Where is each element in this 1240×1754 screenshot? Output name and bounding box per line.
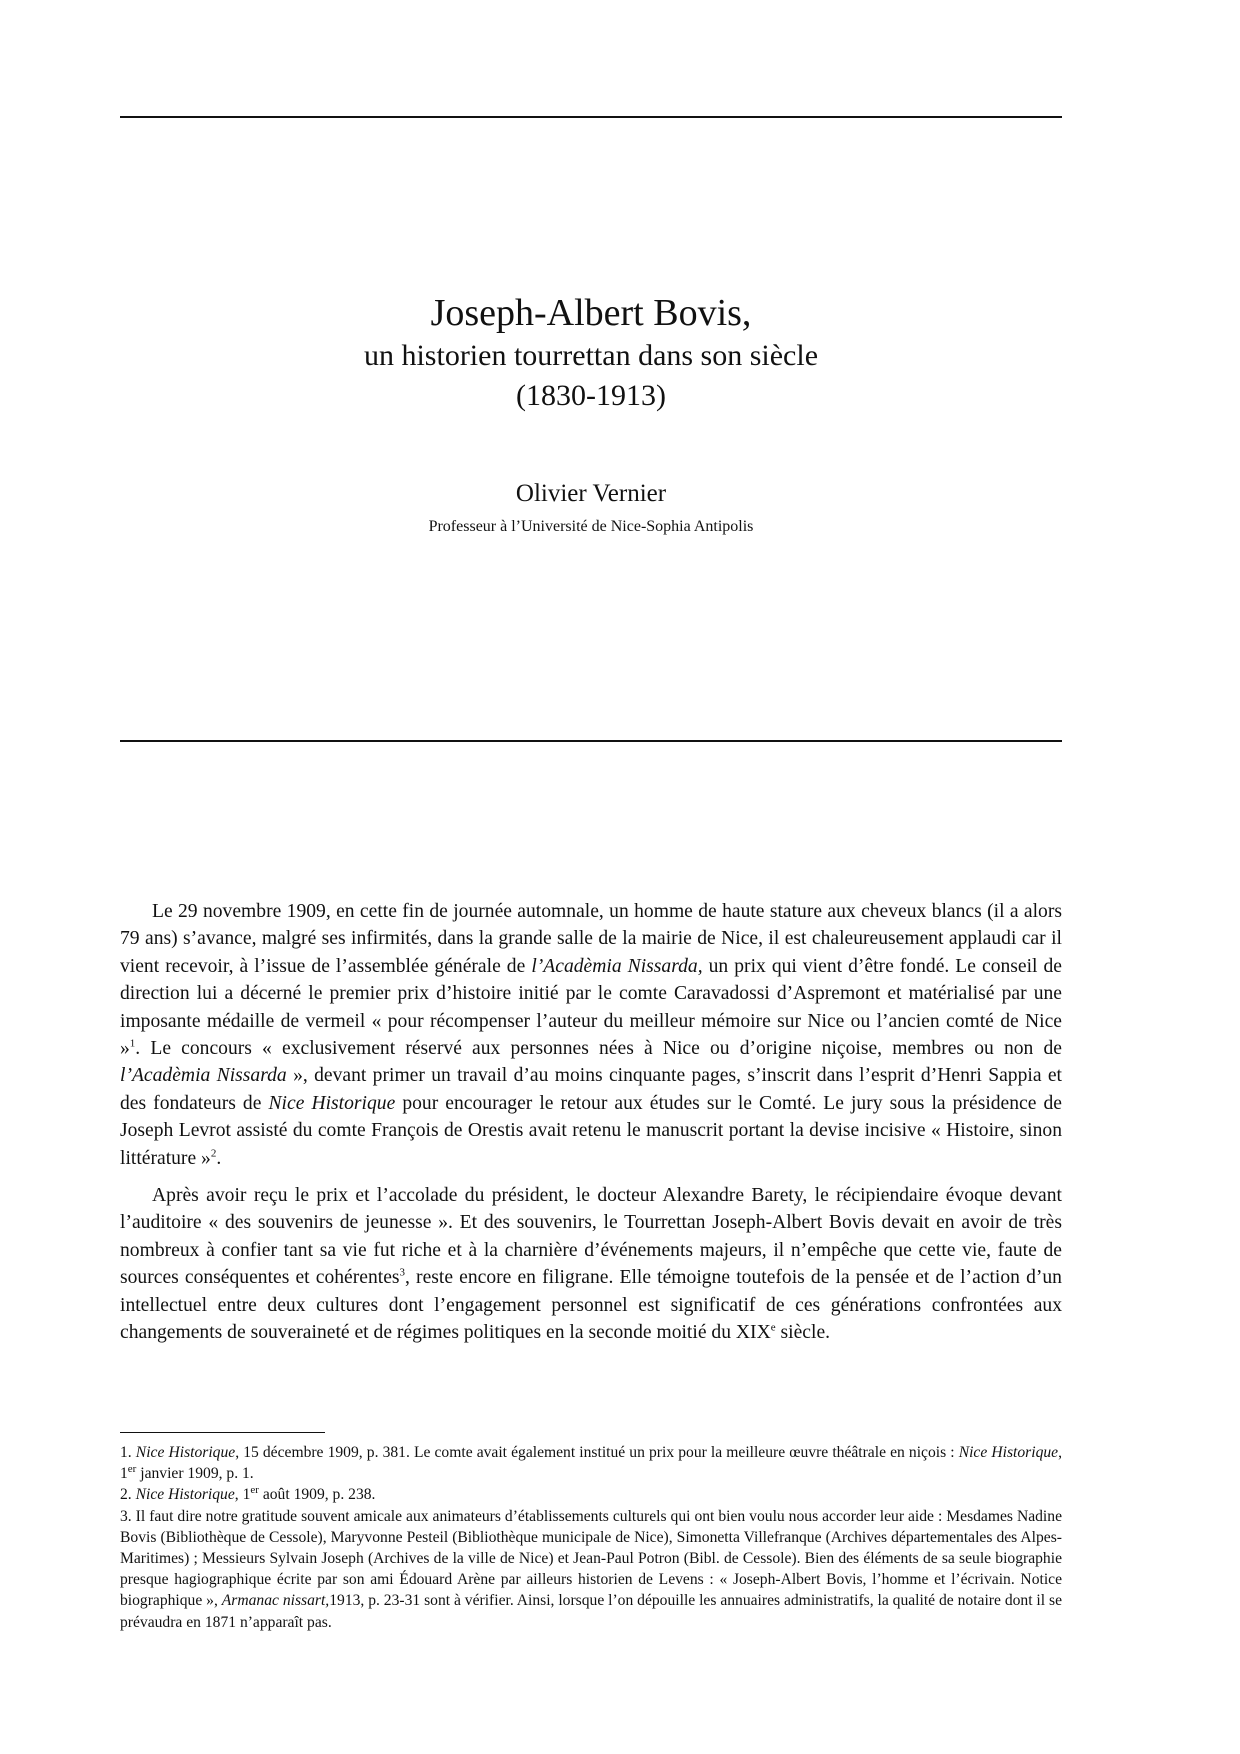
text-run: 3. Il faut dire notre gratitude souvent amicale aux animateurs d’établissements culturels qui ont bien voulu nous accorder leur aide : Mesdames Nadine Bovis (Bibliothèque de Cessole), Maryvonne Pesteil (Bibliothèque municipale de Nice), Simonetta Villefranque (Archives départementales des Alpes-Maritimes) ; Messieurs Sylvain Joseph (Archives de la ville de Nice) et Jean-Paul Potron (Bibl. de Cessole). Bien des éléments de sa seule biographie presque hagiographique écrite par son ami Édouard Arène par ailleurs historien de Levens : « Joseph-Albert Bovis, l’homme et l’écrivain. Notice biographique », (120, 1507, 1062, 1610)
text-run: , 15 décembre 1909, p. 381. Le comte avait également institué un prix pour la meilleure œuvre théâtrale en niçois : (235, 1444, 959, 1461)
text-run: . (216, 1147, 222, 1169)
italic-text: l’Acadèmia Nissarda, (531, 955, 703, 977)
text-run: », devant primer un travail d’au moins cinquante pages, s’inscrit dans l’esprit d’Henri Sappia et des fondateurs de (120, 1065, 1063, 1114)
note-call: 2 (210, 1147, 217, 1160)
italic-text: Nice Historique (268, 1092, 396, 1114)
article-subtitle: un historien tourrettan dans son siècle (363, 339, 819, 372)
footnotes (120, 1442, 1062, 1633)
text-run: . Le concours « exclusivement réservé aux personnes nées à Nice ou d’origine niçoise, membres ou non de (135, 1038, 1062, 1060)
bottom-rule (120, 740, 1062, 742)
text-run: Le 29 novembre 1909, en cette fin de journée automnale, un homme de haute stature aux cheveux blancs (il a alors 79 ans) s’avance, malgré ses infirmités, dans la grande salle de la mairie de Nice, il est chaleureusement applaudi car il vient recevoir, à l’issue de l’assemblée générale de (120, 901, 1062, 977)
italic-text: Armanac nissart, (221, 1592, 330, 1610)
text-run: janvier 1909, p. 1. (136, 1465, 254, 1483)
text-run: un prix qui vient d’être fondé. Le conseil de direction lui a décerné le premier prix d’histoire initié par le comte Caravadossi d’Aspremont et matérialisé par une imposante médaille de vermeil « pour récompenser l’auteur du meilleur mémoire sur Nice ou l’ancien comté de Nice » (120, 955, 1063, 1060)
article-title: Joseph-Albert Bovis, (430, 292, 752, 334)
note-call: er (250, 1484, 259, 1497)
text-run: août 1909, p. 238. (258, 1486, 376, 1504)
italic-text: Nice Historique (958, 1444, 1059, 1461)
text-run: pour encourager le retour aux études sur le Comté. Le jury sous la présidence de Joseph Levrot assisté du comte François de Orestis avait retenu le manuscrit portant la devise incisive « Histoire, sinon littérature » (120, 1092, 1062, 1169)
note-call: e (770, 1321, 776, 1334)
italic-text: l’Acadèmia Nissarda (120, 1065, 287, 1087)
footnote-3 (120, 1506, 1062, 1633)
note-call: 1 (129, 1037, 136, 1050)
note-call: er (127, 1463, 137, 1476)
text-run: , reste encore en filigrane. Elle témoigne toutefois de la pensée et de l’action d’un intellectuel entre deux cultures dont l’engagement personnel est significatif de ces générations confrontées aux changements de souveraineté et de régimes politiques en la seconde moitié du XIX (120, 1267, 1062, 1344)
note-call: 3 (399, 1266, 406, 1279)
italic-text: Nice Historique (135, 1444, 236, 1461)
text-run: 2. (120, 1486, 136, 1504)
footnote-1 (120, 1442, 1062, 1484)
paragraph-2 (120, 1182, 1062, 1346)
text-run: 1913, p. 23-31 sont à vérifier. Ainsi, lorsque l’on dépouille les annuaires administratifs, la qualité de notaire dont il se prévaudra en 1871 n’apparaît pas. (120, 1592, 1062, 1631)
author-affiliation: Professeur à l’Université de Nice-Sophia Antipolis (428, 518, 754, 535)
text-run: , 1 (234, 1486, 251, 1504)
text-run: siècle. (775, 1322, 831, 1344)
footnote-2 (120, 1484, 1062, 1505)
paragraph-1 (120, 898, 1062, 1172)
italic-text: Nice Historique (135, 1486, 235, 1504)
text-run: , 1 (120, 1444, 1062, 1483)
article-title-block (120, 290, 1062, 416)
article-body (120, 898, 1062, 1357)
footnote-separator (120, 1432, 325, 1433)
top-rule (120, 116, 1062, 118)
text-run: 1. (120, 1444, 136, 1461)
text-run: Après avoir reçu le prix et l’accolade du président, le docteur Alexandre Barety, le récipiendaire évoque devant l’auditoire « des souvenirs de jeunesse ». Et des souvenirs, le Tourrettan Joseph-Albert Bovis devait en avoir de très nombreux à confier tant sa vie fut riche et à la charnière d’événements majeurs, il n’empêche que cette vie, faute de sources conséquentes et cohérentes (120, 1185, 1062, 1289)
article-dates: (1830-1913) (516, 379, 666, 412)
author-name: Olivier Vernier (515, 480, 667, 507)
